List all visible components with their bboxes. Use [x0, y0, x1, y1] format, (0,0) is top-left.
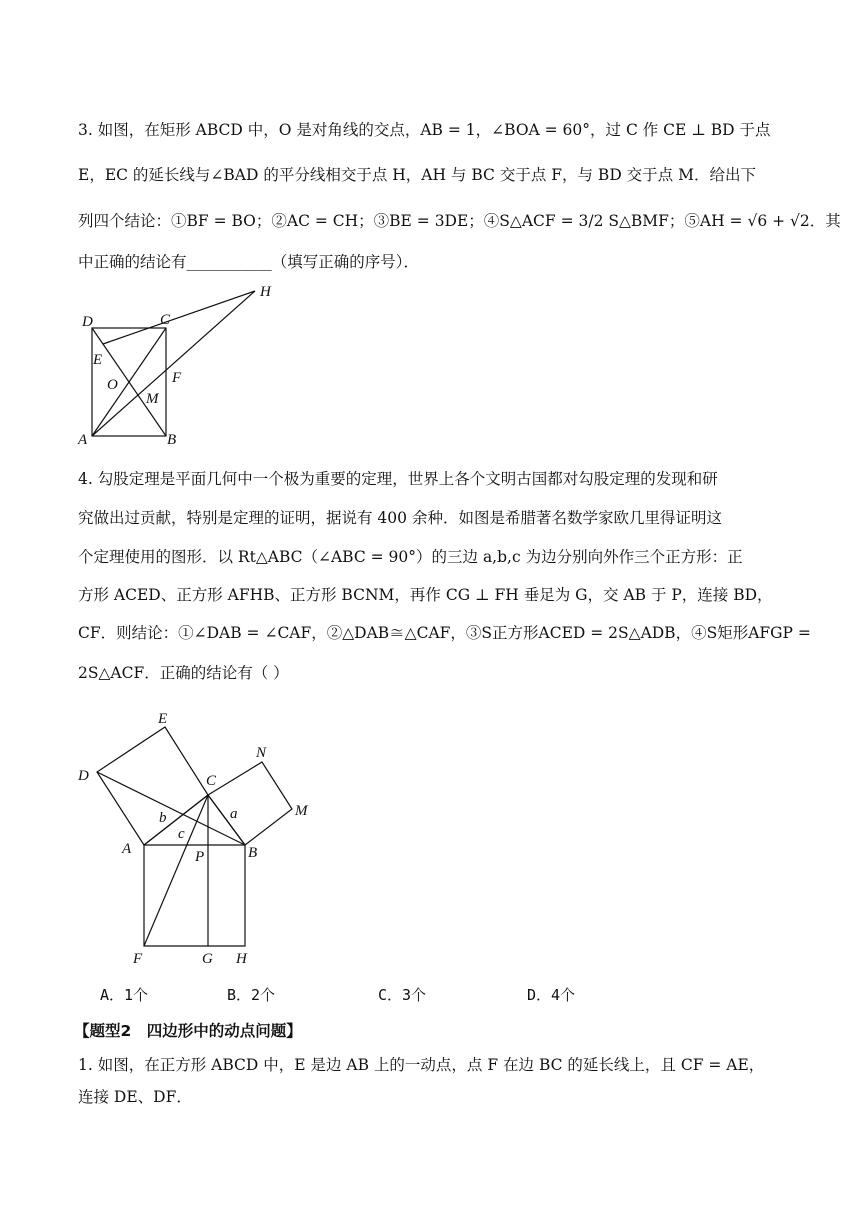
label-e: E — [158, 711, 168, 727]
label-m: M — [295, 803, 308, 819]
q4-line-6: 2S△ACF．正确的结论有（ ） — [78, 664, 289, 682]
label-b: B — [167, 432, 177, 448]
square-aced — [97, 727, 208, 845]
label-a: A — [78, 432, 88, 448]
label-p: P — [195, 849, 205, 865]
label-c: C — [206, 773, 217, 789]
q3-rectangle-figure — [70, 278, 290, 448]
q1-line-2: 连接 DE、DF． — [78, 1088, 192, 1106]
label-b: B — [248, 845, 258, 861]
q4-line-3: 个定理使用的图形．以 Rt△ABC（∠ABC = 90°）的三边 a,b,c 为边分别向外作三个正方形：正 — [78, 548, 743, 566]
q4-line-1: 4. 勾股定理是平面几何中一个极为重要的定理，世界上各个文明古国都对勾股定理的发现和研 — [78, 470, 718, 488]
label-f: F — [133, 951, 143, 967]
label-a: A — [122, 841, 132, 857]
label-g: G — [202, 951, 213, 967]
segment-eh — [103, 291, 255, 344]
q3-line-2: E，EC 的延长线与∠BAD 的平分线相交于点 H，AH 与 BC 交于点 F，与 BD 交于点 M．给出下 — [78, 166, 756, 184]
label-h: H — [260, 284, 271, 300]
q1-line-1: 1. 如图，在正方形 ABCD 中，E 是边 AB 上的一动点，点 F 在边 BC 的延长线上，且 CF = AE， — [78, 1056, 765, 1074]
segment-cf — [144, 795, 208, 946]
label-m: M — [146, 391, 159, 407]
q3-line-1: 3. 如图，在矩形 ABCD 中，O 是对角线的交点，AB = 1，∠BOA = 60°，过 C 作 CE ⊥ BD 于点 — [78, 121, 771, 139]
label-a-small: a — [230, 806, 238, 822]
q3-line-3: 列四个结论：①BF = BO；②AC = CH；③BE = 3DE；④S△ACF = 3/2 S△BMF；⑤AH = √6 + √2．其 — [78, 212, 841, 230]
option-c[interactable]: C．3个 — [378, 986, 427, 1004]
q4-pythagoras-figure — [70, 705, 330, 973]
label-b-small: b — [159, 810, 167, 826]
q4-line-4: 方形 ACED、正方形 AFHB、正方形 BCNM，再作 CG ⊥ FH 垂足为 G，交 AB 于 P，连接 BD， — [78, 586, 773, 604]
label-c: C — [160, 312, 171, 328]
q3-line-4: 中正确的结论有___________（填写正确的序号）． — [78, 253, 420, 271]
label-f: F — [172, 370, 182, 386]
q4-line-5: CF．则结论：①∠DAB = ∠CAF，②△DAB≅△CAF，③S正方形ACED = 2S△ADB，④S矩形AFGP = — [78, 624, 811, 642]
option-a[interactable]: A．1个 — [100, 986, 149, 1004]
q4-line-2: 究做出过贡献，特别是定理的证明，据说有 400 余种．如图是希腊著名数学家欧几里得证明这 — [78, 509, 722, 527]
label-d: D — [78, 768, 89, 784]
label-c-small: c — [178, 826, 185, 842]
option-d[interactable]: D．4个 — [527, 986, 576, 1004]
label-d: D — [82, 314, 93, 330]
option-b[interactable]: B．2个 — [227, 986, 276, 1004]
section-title: 【题型2 四边形中的动点问题】 — [74, 1022, 302, 1040]
label-e: E — [93, 352, 103, 368]
label-n: N — [256, 745, 267, 761]
segment-ac — [144, 795, 208, 845]
label-o: O — [107, 377, 118, 393]
segment-bc — [208, 795, 245, 845]
segment-bd — [97, 772, 245, 845]
label-h: H — [236, 951, 247, 967]
